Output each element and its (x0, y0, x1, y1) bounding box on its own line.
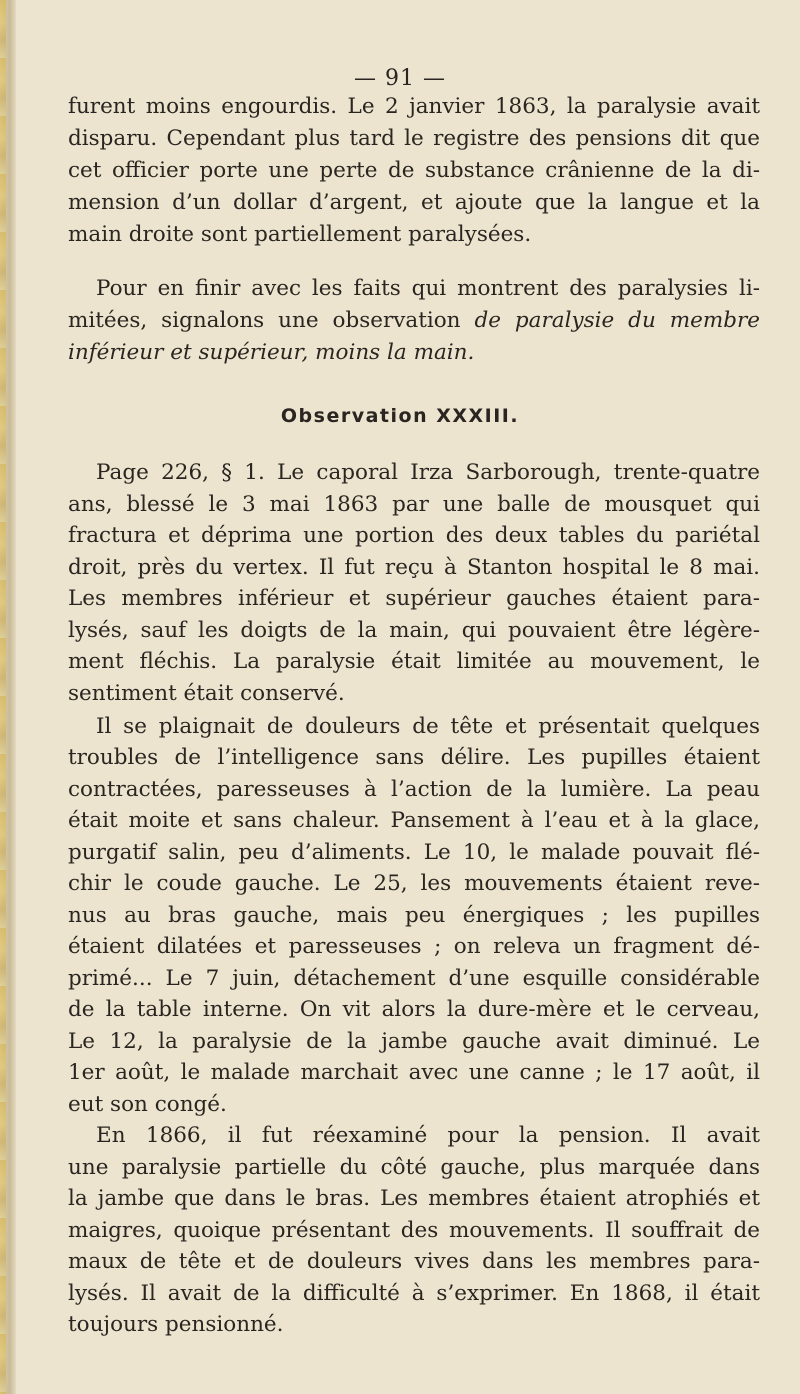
text-line: Pour en finir avec les faits qui montrent des paralysies li- (96, 276, 760, 301)
text-line: Le 12, la paralysie de la jambe gauche avait diminué. Le (68, 1029, 760, 1054)
text-line: main droite sont partiellement paralysées. (68, 222, 532, 247)
text-line: Il se plaignait de douleurs de tête et présentait quelques (96, 714, 760, 739)
text-line: Page 226, § 1. Le caporal Irza Sarborough, trente-quatre (96, 460, 760, 485)
text-line: contractées, paresseuses à l’action de la lumière. La peau (68, 777, 760, 802)
text-line: maux de tête et de douleurs vives dans les membres para- (68, 1249, 760, 1274)
text-span: mitées, signalons une observation (68, 308, 475, 333)
text-line: chir le coude gauche. Le 25, les mouvements étaient reve- (68, 871, 760, 896)
observation-heading: Observation XXXIII. (280, 405, 520, 427)
text-line (68, 338, 760, 368)
text-line: nus au bras gauche, mais peu énergiques ; les pupilles (68, 903, 760, 928)
text-line: 1er août, le malade marchait avec une canne ; le 17 août, il (68, 1060, 760, 1085)
page-number-header: — 91 — (354, 66, 446, 91)
text-line: droit, près du vertex. Il fut reçu à Stanton hospital le 8 mai. (68, 555, 760, 580)
text-line: ment fléchis. La paralysie était limitée au mouvement, le (68, 649, 760, 674)
gilt-page-edge (0, 0, 6, 1394)
text-line: lysés. Il avait de la difficulté à s’exprimer. En 1868, il était (68, 1281, 760, 1306)
text-line: mension d’un dollar d’argent, et ajoute que la langue et la (68, 190, 760, 215)
text-line: maigres, quoique présentant des mouvements. Il souffrait de (68, 1218, 760, 1243)
italic-span: inférieur et supérieur, moins la main. (68, 340, 475, 365)
text-line: eut son congé. (68, 1092, 227, 1117)
text-line: primé... Le 7 juin, détachement d’une esquille considérable (68, 966, 760, 991)
text-line: étaient dilatées et paresseuses ; on releva un fragment dé- (68, 934, 760, 959)
text-line (68, 306, 760, 336)
text-line: En 1866, il fut réexaminé pour la pension. Il avait (96, 1123, 760, 1148)
text-line: Les membres inférieur et supérieur gauches étaient para- (68, 586, 760, 611)
text-line: sentiment était conservé. (68, 681, 345, 706)
italic-span: de paralysie du membre (474, 308, 760, 333)
text-line: furent moins engourdis. Le 2 janvier 1863, la paralysie avait (68, 94, 760, 119)
text-line: fractura et déprima une portion des deux tables du pariétal (68, 523, 760, 548)
text-line: purgatif salin, peu d’aliments. Le 10, le malade pouvait flé- (68, 840, 760, 865)
text-line: disparu. Cependant plus tard le registre des pensions dit que (68, 126, 760, 151)
text-line: ans, blessé le 3 mai 1863 par une balle de mousquet qui (68, 492, 760, 517)
text-line: lysés, sauf les doigts de la main, qui pouvaient être légère- (68, 618, 760, 643)
text-line: troubles de l’intelligence sans délire. Les pupilles étaient (68, 745, 760, 770)
text-line: cet officier porte une perte de substance crânienne de la di- (68, 158, 760, 183)
text-line: était moite et sans chaleur. Pansement à l’eau et à la glace, (68, 808, 760, 833)
text-line: la jambe que dans le bras. Les membres étaient atrophiés et (68, 1186, 760, 1211)
text-line: une paralysie partielle du côté gauche, plus marquée dans (68, 1155, 760, 1180)
text-line: toujours pensionné. (68, 1312, 284, 1337)
text-line: de la table interne. On vit alors la dure-mère et le cerveau, (68, 997, 760, 1022)
